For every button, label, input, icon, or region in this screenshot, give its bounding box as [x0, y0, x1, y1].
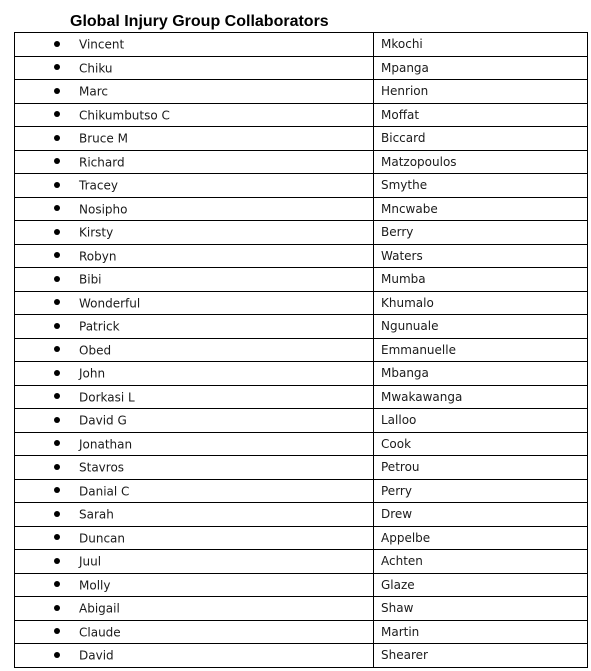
- first-name-cell: [15, 503, 374, 527]
- bullet-icon: [54, 182, 60, 188]
- table-row: [15, 597, 588, 621]
- first-name-cell: [15, 362, 374, 386]
- bullet-icon: [54, 88, 60, 94]
- last-name-cell: Mncwabe: [374, 197, 588, 221]
- last-name-cell: Matzopoulos: [374, 150, 588, 174]
- first-name-cell: [15, 479, 374, 503]
- table-row: [15, 103, 588, 127]
- last-name-cell: Smythe: [374, 174, 588, 198]
- last-name-cell: Mumba: [374, 268, 588, 292]
- last-name-cell: Henrion: [374, 80, 588, 104]
- last-name-cell: Achten: [374, 550, 588, 574]
- collaborators-table: [14, 32, 588, 668]
- first-name: Abigail: [79, 601, 120, 616]
- bullet-icon: [54, 111, 60, 117]
- table-row: [15, 385, 588, 409]
- bullet-icon: [54, 464, 60, 470]
- last-name-cell: Mpanga: [374, 56, 588, 80]
- first-name: Chikumbutso C: [79, 108, 170, 122]
- table-row: [15, 174, 588, 198]
- bullet-icon: [54, 487, 60, 493]
- bullet-icon: [54, 299, 60, 305]
- first-name-cell: [15, 244, 374, 268]
- table-row: [15, 456, 588, 480]
- last-name-cell: Cook: [374, 432, 588, 456]
- last-name-cell: Shearer: [374, 644, 588, 668]
- bullet-icon: [54, 605, 60, 611]
- first-name-cell: [15, 338, 374, 362]
- bullet-icon: [54, 440, 60, 446]
- bullet-icon: [54, 417, 60, 423]
- first-name: Tracey: [79, 178, 118, 193]
- last-name-cell: Appelbe: [374, 526, 588, 550]
- first-name-cell: [15, 456, 374, 480]
- table-row: [15, 526, 588, 550]
- first-name-cell: [15, 127, 374, 151]
- last-name-cell: Drew: [374, 503, 588, 527]
- table-row: [15, 56, 588, 80]
- bullet-icon: [54, 511, 60, 517]
- first-name-cell: [15, 103, 374, 127]
- first-name-cell: [15, 315, 374, 339]
- last-name-cell: Martin: [374, 620, 588, 644]
- first-name: Patrick: [79, 319, 120, 334]
- table-row: [15, 315, 588, 339]
- first-name-cell: [15, 33, 374, 57]
- bullet-icon: [54, 558, 60, 564]
- last-name-cell: Shaw: [374, 597, 588, 621]
- bullet-icon: [54, 158, 60, 164]
- last-name-cell: Biccard: [374, 127, 588, 151]
- first-name-cell: [15, 573, 374, 597]
- first-name-cell: [15, 56, 374, 80]
- first-name-cell: [15, 550, 374, 574]
- table-row: [15, 291, 588, 315]
- table-row: [15, 550, 588, 574]
- first-name: Vincent: [79, 37, 125, 52]
- table-row: [15, 432, 588, 456]
- first-name: Chiku: [79, 61, 113, 75]
- first-name: David: [79, 648, 114, 663]
- table-row: [15, 150, 588, 174]
- table-row: [15, 197, 588, 221]
- first-name: Wonderful: [79, 296, 141, 310]
- bullet-icon: [54, 628, 60, 634]
- table-row: [15, 127, 588, 151]
- first-name: John: [79, 366, 106, 381]
- last-name-cell: Mbanga: [374, 362, 588, 386]
- table-row: [15, 362, 588, 386]
- first-name-cell: [15, 597, 374, 621]
- table-row: [15, 644, 588, 668]
- bullet-icon: [54, 41, 60, 47]
- last-name-cell: Berry: [374, 221, 588, 245]
- first-name-cell: [15, 268, 374, 292]
- first-name: Bibi: [79, 272, 102, 287]
- first-name-cell: [15, 385, 374, 409]
- last-name-cell: Perry: [374, 479, 588, 503]
- last-name-cell: Lalloo: [374, 409, 588, 433]
- first-name-cell: [15, 291, 374, 315]
- first-name-cell: [15, 150, 374, 174]
- first-name: Molly: [79, 578, 111, 592]
- collaborators-table-body: [15, 33, 588, 668]
- first-name-cell: [15, 221, 374, 245]
- first-name-cell: [15, 197, 374, 221]
- first-name-cell: [15, 526, 374, 550]
- table-row: [15, 268, 588, 292]
- first-name: Dorkasi L: [79, 390, 135, 404]
- bullet-icon: [54, 393, 60, 399]
- first-name: Bruce M: [79, 131, 128, 146]
- first-name-cell: [15, 620, 374, 644]
- last-name-cell: Glaze: [374, 573, 588, 597]
- first-name: Duncan: [79, 531, 126, 545]
- table-row: [15, 338, 588, 362]
- first-name: Obed: [79, 343, 112, 357]
- table-row: [15, 33, 588, 57]
- table-row: [15, 503, 588, 527]
- first-name: Kirsty: [79, 225, 114, 240]
- bullet-icon: [54, 205, 60, 211]
- bullet-icon: [54, 229, 60, 235]
- bullet-icon: [54, 370, 60, 376]
- table-row: [15, 573, 588, 597]
- first-name: Robyn: [79, 249, 117, 263]
- first-name: Sarah: [79, 507, 114, 522]
- table-row: [15, 479, 588, 503]
- bullet-icon: [54, 252, 60, 258]
- first-name-cell: [15, 409, 374, 433]
- last-name-cell: Petrou: [374, 456, 588, 480]
- bullet-icon: [54, 323, 60, 329]
- first-name-cell: [15, 174, 374, 198]
- first-name: Nosipho: [79, 202, 128, 216]
- first-name: Danial C: [79, 484, 130, 498]
- bullet-icon: [54, 534, 60, 540]
- last-name-cell: Khumalo: [374, 291, 588, 315]
- first-name-cell: [15, 644, 374, 668]
- table-row: [15, 620, 588, 644]
- bullet-icon: [54, 135, 60, 141]
- bullet-icon: [54, 652, 60, 658]
- table-row: [15, 244, 588, 268]
- last-name-cell: Waters: [374, 244, 588, 268]
- first-name: David G: [79, 413, 127, 428]
- first-name: Marc: [79, 84, 108, 99]
- last-name-cell: Mkochi: [374, 33, 588, 57]
- last-name-cell: Ngunuale: [374, 315, 588, 339]
- first-name: Claude: [79, 625, 121, 639]
- bullet-icon: [54, 346, 60, 352]
- table-row: [15, 80, 588, 104]
- last-name-cell: Moffat: [374, 103, 588, 127]
- first-name: Stavros: [79, 460, 125, 475]
- last-name-cell: Mwakawanga: [374, 385, 588, 409]
- last-name-cell: Emmanuelle: [374, 338, 588, 362]
- bullet-icon: [54, 581, 60, 587]
- first-name-cell: [15, 80, 374, 104]
- bullet-icon: [54, 276, 60, 282]
- document-title: Global Injury Group Collaborators: [70, 13, 329, 30]
- first-name-cell: [15, 432, 374, 456]
- table-row: [15, 409, 588, 433]
- table-row: [15, 221, 588, 245]
- bullet-icon: [54, 64, 60, 70]
- first-name: Jonathan: [79, 437, 133, 451]
- first-name: Richard: [79, 155, 125, 169]
- first-name: Juul: [79, 554, 102, 569]
